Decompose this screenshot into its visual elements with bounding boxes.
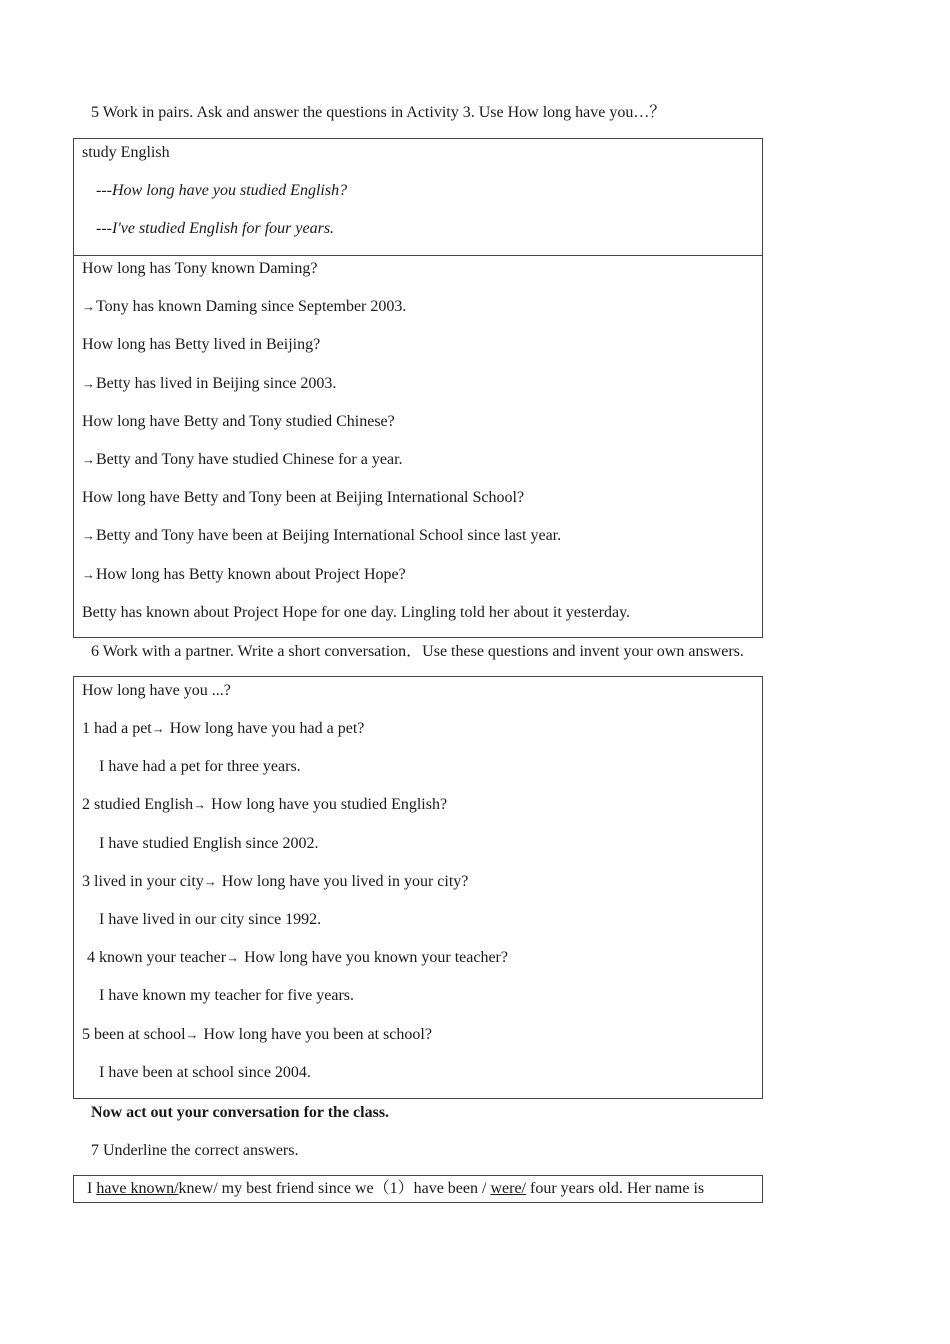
answer-text: I have been at school since 2004. bbox=[99, 1064, 311, 1081]
cue-text: 3 lived in your city bbox=[82, 873, 204, 890]
activity6-table bbox=[73, 676, 763, 1099]
activity6-closing: Now act out your conversation for the class. bbox=[91, 1104, 390, 1121]
activity6-instruction: 6 Work with a partner. Write a short conversation．Use these questions and invent your own answers. bbox=[91, 643, 744, 660]
list-item bbox=[82, 1025, 432, 1045]
activity5-table bbox=[73, 138, 763, 638]
answer-text: Betty and Tony have been at Beijing International School since last year. bbox=[96, 527, 562, 544]
answer-option-underlined[interactable]: have known/ bbox=[96, 1180, 179, 1197]
arrow-icon: → bbox=[82, 528, 95, 543]
list-item bbox=[82, 719, 364, 739]
answer-text: I have studied English since 2002. bbox=[99, 835, 319, 852]
arrow-icon: → bbox=[151, 721, 165, 736]
answer-text: Tony has known Daming since September 2003. bbox=[96, 298, 407, 315]
arrow-icon: → bbox=[193, 797, 207, 812]
example-question: ---How long have you studied English? bbox=[96, 182, 348, 199]
list-item bbox=[82, 297, 406, 317]
activity6-header: How long have you ...? bbox=[82, 682, 231, 699]
arrow-icon: → bbox=[82, 567, 95, 582]
question-text: How long have you studied English? bbox=[211, 796, 448, 813]
cue-text: 4 known your teacher bbox=[87, 949, 227, 966]
question-text: How long have you known your teacher? bbox=[244, 949, 508, 966]
example-answer: ---I've studied English for four years. bbox=[96, 220, 335, 237]
list-item bbox=[82, 374, 336, 394]
list-item: Betty has known about Project Hope for one day. Lingling told her about it yesterday. bbox=[82, 604, 631, 621]
table-divider bbox=[74, 255, 762, 256]
question-text: How long have you had a pet? bbox=[169, 720, 365, 737]
answer-text: I have known my teacher for five years. bbox=[99, 987, 354, 1004]
list-item: How long have Betty and Tony studied Chinese? bbox=[82, 413, 395, 430]
arrow-icon: → bbox=[82, 299, 95, 314]
example-prompt: study English bbox=[82, 144, 170, 161]
question-text: How long have you been at school? bbox=[203, 1026, 432, 1043]
answer-text: I have lived in our city since 1992. bbox=[99, 911, 322, 928]
list-item bbox=[82, 565, 406, 585]
list-item bbox=[82, 526, 561, 546]
list-item bbox=[87, 948, 508, 968]
arrow-icon: → bbox=[226, 950, 240, 965]
list-item: How long has Tony known Daming? bbox=[82, 260, 318, 277]
answer-option-underlined[interactable]: were/ bbox=[490, 1180, 526, 1197]
cue-text: 5 been at school bbox=[82, 1026, 186, 1043]
sentence-text: I bbox=[87, 1180, 97, 1197]
list-item: How long have Betty and Tony been at Beijing International School? bbox=[82, 489, 525, 506]
list-item: How long has Betty lived in Beijing? bbox=[82, 336, 321, 353]
arrow-icon: → bbox=[203, 874, 217, 889]
arrow-icon: → bbox=[82, 452, 95, 467]
list-item bbox=[82, 872, 468, 892]
sentence-text: four years old. Her name is bbox=[525, 1180, 705, 1197]
cue-text: 2 studied English bbox=[82, 796, 194, 813]
activity7-instruction: 7 Underline the correct answers. bbox=[91, 1142, 299, 1159]
arrow-icon: → bbox=[185, 1027, 199, 1042]
activity5-instruction: 5 Work in pairs. Ask and answer the questions in Activity 3. Use How long have you…？ bbox=[91, 104, 666, 121]
cue-text: 1 had a pet bbox=[82, 720, 152, 737]
sentence-text: knew/ my best friend since we（1）have been / bbox=[178, 1180, 491, 1197]
question-text: How long has Betty known about Project Hope? bbox=[96, 566, 406, 583]
answer-text: I have had a pet for three years. bbox=[99, 758, 301, 775]
arrow-icon: → bbox=[82, 376, 95, 391]
exercise-sentence bbox=[87, 1179, 704, 1199]
answer-text: Betty has lived in Beijing since 2003. bbox=[96, 375, 337, 392]
list-item bbox=[82, 450, 403, 470]
question-text: How long have you lived in your city? bbox=[221, 873, 469, 890]
activity7-box bbox=[73, 1175, 763, 1203]
answer-text: Betty and Tony have studied Chinese for a year. bbox=[96, 451, 403, 468]
list-item bbox=[82, 795, 447, 815]
